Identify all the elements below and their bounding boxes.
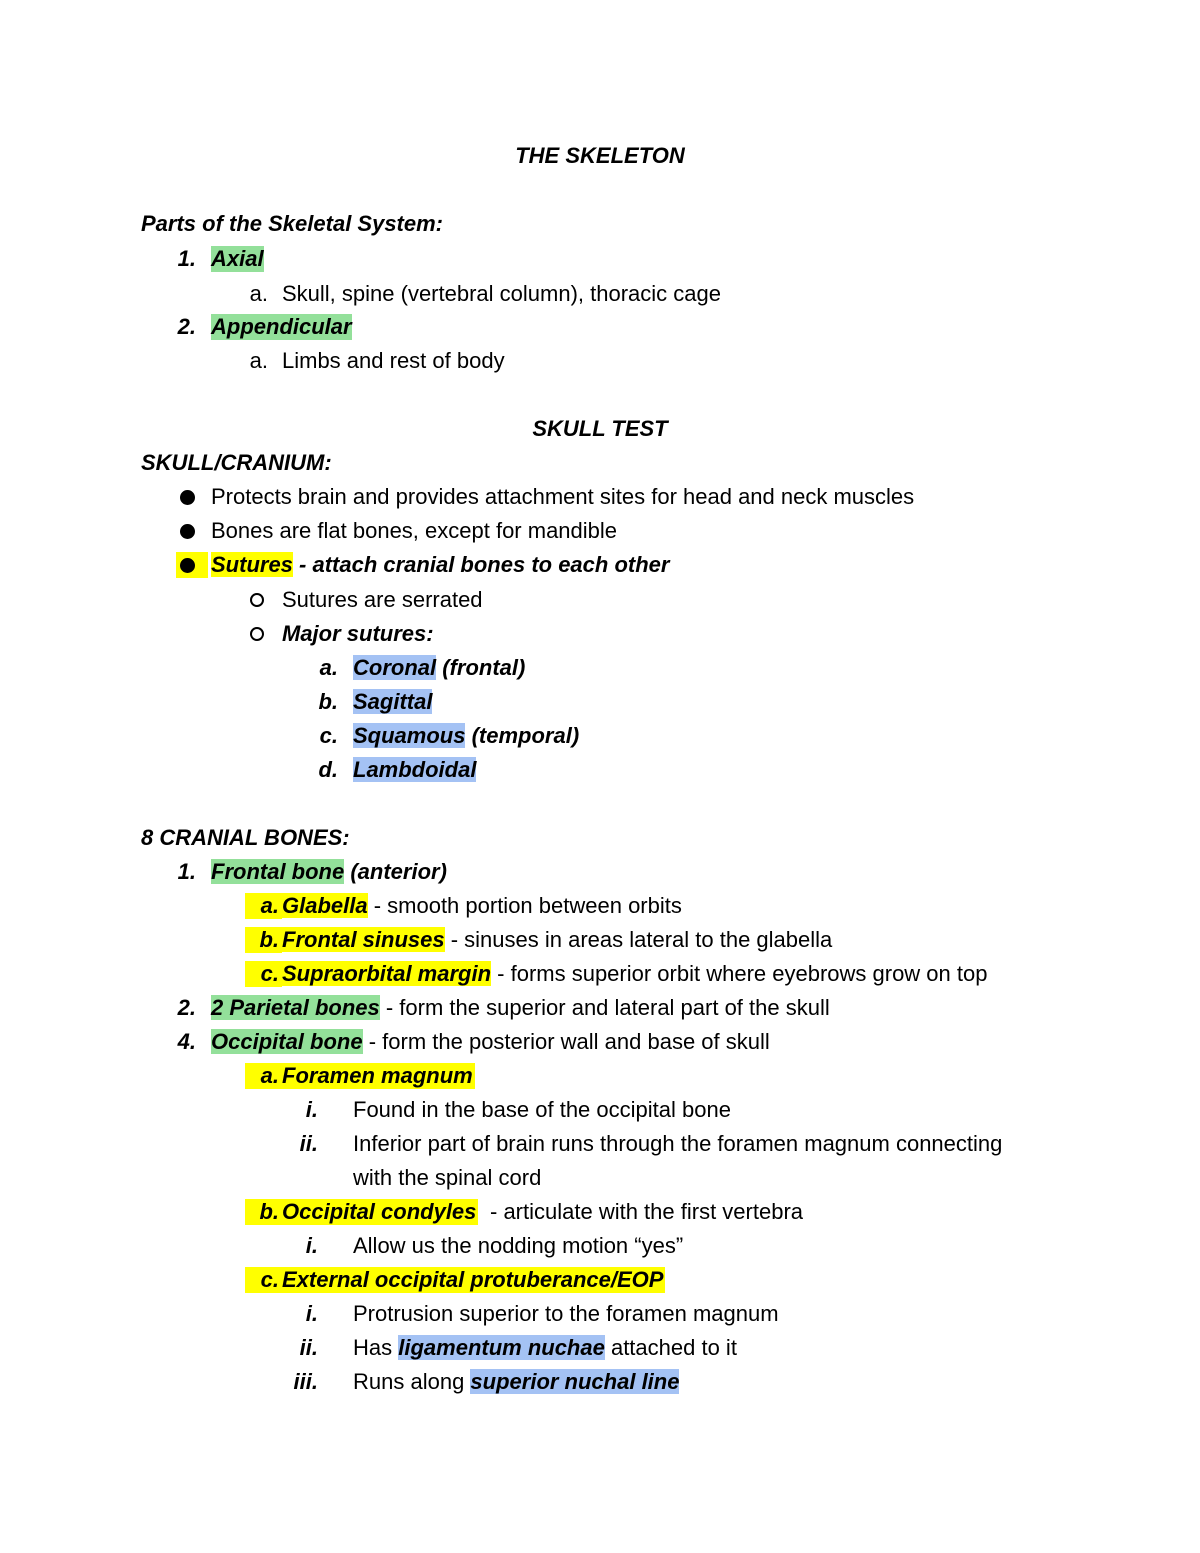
foramen-ii-cont: with the spinal cord xyxy=(353,1165,542,1190)
cranial-heading: 8 CRANIAL BONES: xyxy=(141,825,350,850)
bullet-icon xyxy=(180,490,195,505)
skull-heading: SKULL/CRANIUM: xyxy=(141,450,332,475)
axial-term: Axial xyxy=(211,246,264,271)
hollow-bullet-icon xyxy=(250,593,264,607)
bullet-icon xyxy=(180,558,195,573)
parts-heading: Parts of the Skeletal System: xyxy=(141,211,444,236)
page-title: THE SKELETON xyxy=(515,143,685,168)
appendicular-term: Appendicular xyxy=(211,314,352,339)
skull-test-title: SKULL TEST xyxy=(532,416,668,441)
hollow-bullet-icon xyxy=(250,627,264,641)
sutures-term: Sutures xyxy=(211,552,293,577)
bullet-icon xyxy=(180,524,195,539)
